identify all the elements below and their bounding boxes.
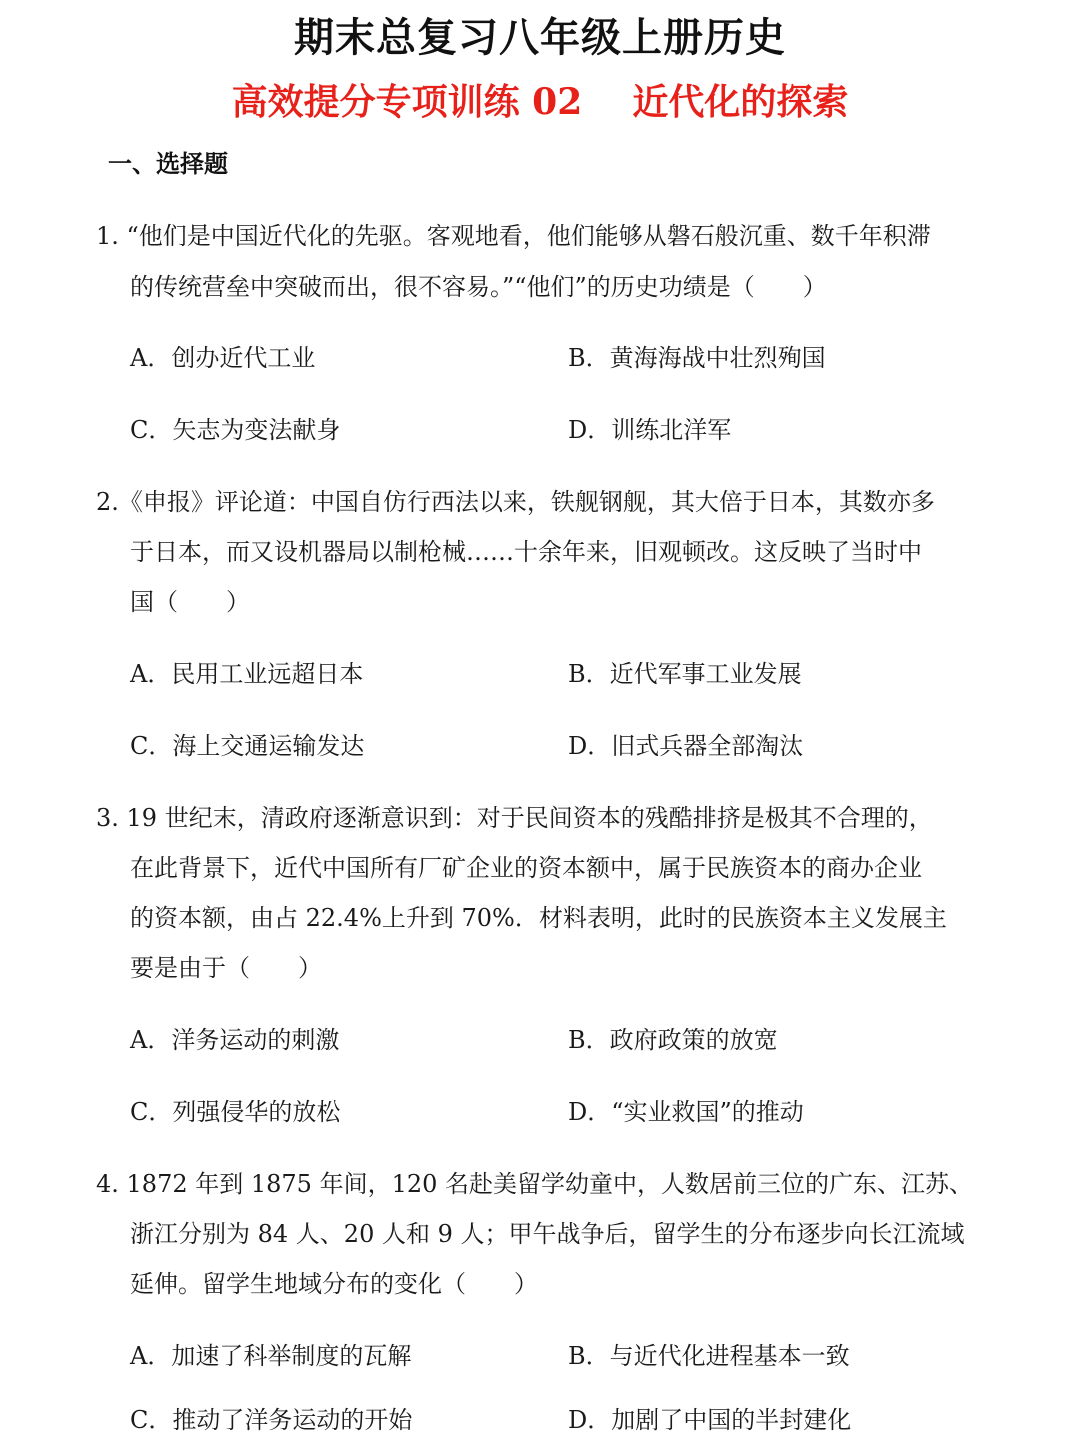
- question-4-option-c[interactable]: C．推动了洋务运动的开始: [130, 1406, 413, 1434]
- question-4-line-1: 4. 1872 年到 1875 年间，120 名赴美留学幼童中，人数居前三位的广东、江苏、: [96, 1170, 974, 1198]
- question-2-line-3: 国（ ）: [130, 588, 250, 616]
- question-1-option-d[interactable]: D．训练北洋军: [568, 416, 732, 444]
- question-3-option-b[interactable]: B．政府政策的放宽: [568, 1026, 778, 1054]
- question-2-line-2: 于日本，而又设机器局以制枪械……十余年来，旧观顿改。这反映了当时中: [130, 538, 922, 566]
- question-2-option-c[interactable]: C．海上交通运输发达: [130, 732, 365, 760]
- question-2-line-1: 2.《申报》评论道：中国自仿行西法以来，铁舰钢舰，其大倍于日本，其数亦多: [96, 488, 935, 516]
- question-4-line-2: 浙江分别为 84 人、20 人和 9 人；甲午战争后，留学生的分布逐步向长江流域: [130, 1220, 965, 1248]
- section-title: 一、选择题: [108, 150, 228, 178]
- page-title: 期末总复习八年级上册历史: [294, 15, 786, 61]
- question-1-option-c[interactable]: C．矢志为变法献身: [130, 416, 341, 444]
- question-3-option-c[interactable]: C．列强侵华的放松: [130, 1098, 341, 1126]
- question-2-option-b[interactable]: B．近代军事工业发展: [568, 660, 802, 688]
- question-2-option-a[interactable]: A．民用工业远超日本: [130, 660, 364, 688]
- question-4-option-d[interactable]: D．加剧了中国的半封建化: [568, 1406, 852, 1434]
- question-4-line-3: 延伸。留学生地域分布的变化（ ）: [130, 1270, 538, 1298]
- question-1-line-2: 的传统营垒中突破而出，很不容易。”“他们”的历史功绩是（ ）: [130, 273, 827, 301]
- question-1-line-1: 1. “他们是中国近代化的先驱。客观地看，他们能够从磐石般沉重、数千年积滞: [96, 222, 931, 250]
- question-3-line-3: 的资本额，由占 22.4%上升到 70%．材料表明，此时的民族资本主义发展主: [130, 904, 947, 932]
- question-1-option-a[interactable]: A．创办近代工业: [130, 344, 316, 372]
- question-2-option-d[interactable]: D．旧式兵器全部淘汰: [568, 732, 804, 760]
- question-3-option-d[interactable]: D．“实业救国”的推动: [568, 1098, 804, 1126]
- question-3-line-4: 要是由于（ ）: [130, 954, 322, 982]
- question-3-line-2: 在此背景下，近代中国所有厂矿企业的资本额中，属于民族资本的商办企业: [130, 854, 922, 882]
- question-3-line-1: 3. 19 世纪末，清政府逐渐意识到：对于民间资本的残酷排挤是极其不合理的，: [96, 804, 933, 832]
- question-3-option-a[interactable]: A．洋务运动的刺激: [130, 1026, 340, 1054]
- page-subtitle: 高效提分专项训练 02 近代化的探索: [231, 81, 849, 123]
- question-4-option-b[interactable]: B．与近代化进程基本一致: [568, 1342, 850, 1370]
- question-1-option-b[interactable]: B．黄海海战中壮烈殉国: [568, 344, 826, 372]
- question-4-option-a[interactable]: A．加速了科举制度的瓦解: [130, 1342, 412, 1370]
